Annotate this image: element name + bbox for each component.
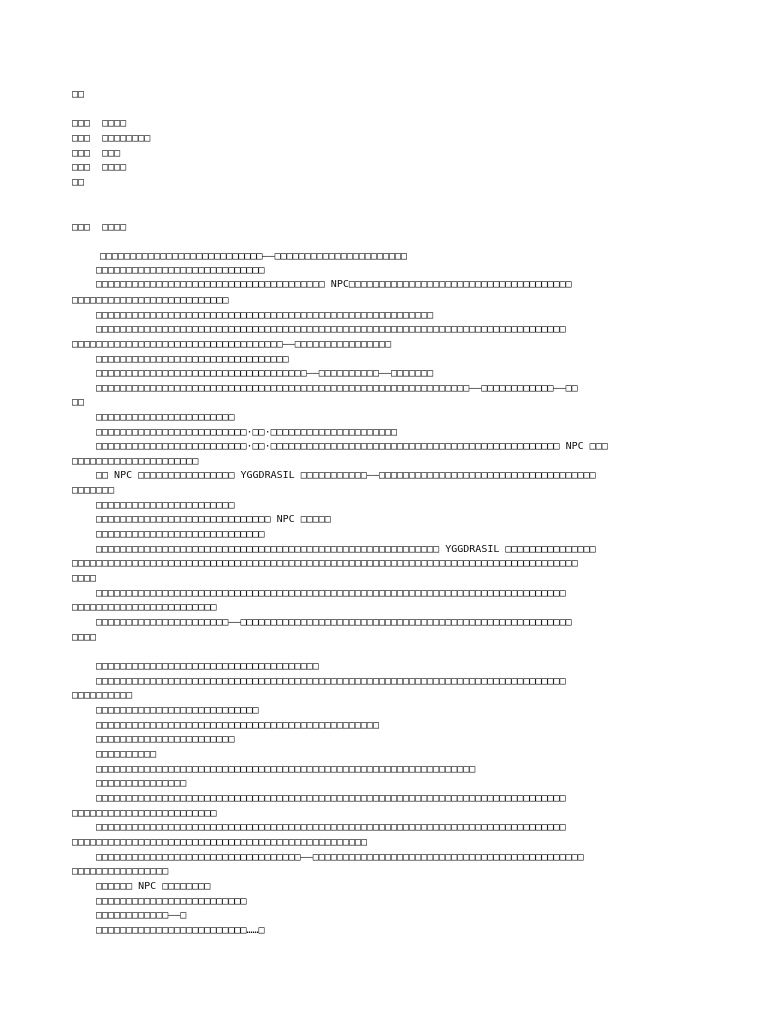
body-line: □□□□□□□□□□□□□□□□□□□□□□□□□□□——□□□□□□□□□□□□□□□□□□□□□□ bbox=[100, 251, 408, 262]
header-line-2: □□□ □□□□□□□□ bbox=[72, 133, 151, 144]
body-line: □□□□□□□ bbox=[72, 485, 115, 496]
body-line: □□□□□□□□□□□□□□□□□□□□□□□□□□□□□□□□□□□□□□□□□□□□□□□□□ bbox=[72, 837, 368, 848]
body-line: □□□□□□□□□□□□□□□□□□□□□□□□□□□□□□□□□□□□□□□□□□□□□□□□□□□□□□□□□□□□□□□□□□□□□□□□□□□□□□□□□□□□ bbox=[72, 558, 578, 569]
section-title: □□□ □□□□ bbox=[72, 222, 127, 233]
body-line: □□□□□□□□□□□□□□□□□□□□□□□□□□□□□□□□□□□□□□□□□□□□□□□□□□□□□□□□□□□□□□——□□□□□□□□□□□□——□□ bbox=[96, 383, 578, 394]
body-line: □□□□□□□□□□□□□□□□□□□□□□□ bbox=[96, 500, 235, 511]
body-line: □□□□□□□□□□□□□□□□□□□□□□□□□□□□□□□□□□□□□ bbox=[96, 661, 319, 672]
body-line: □□ bbox=[72, 397, 85, 408]
body-line: □□□□□□□□□□□□□□□□□□□□□□□□□□□□□□□□□□□——□□□□□□□□□□□□□□□□ bbox=[72, 339, 392, 350]
body-line: □□□□□□□□□□□□□□□□□□□□□□□□□□□□□□□□□□□——□□□□□□□□□□——□□□□□□□ bbox=[96, 368, 434, 379]
body-line: □□□□□□□□□□□□□□□□□□□□□□□□□·□□·□□□□□□□□□□□□□□□□□□□□□ bbox=[96, 427, 398, 438]
header-line-3: □□□ □□□ bbox=[72, 148, 121, 159]
body-line: □□□□□□□□□□□□□□□□□□□□□□□□□□□□□□□□□□□□□□□□□□□□□□□□□□□□□□□□□□□□□□□□□□□□□□□□□□□□□□ bbox=[96, 793, 566, 804]
body-line: □□□□□□□□□□□□□□□□□□□□□ bbox=[72, 456, 199, 467]
body-line: □□□□□□□□□□□□□□□□□□□□□□□□□……□ bbox=[96, 925, 265, 936]
body-line: □□□□□□□□□□□□□□□□□□□□□□□□□□□□□□□□□□□□□□□□□□□□□□□□□□□□□□□□□□□□□□□□□□□□□□□□□□□□□□ bbox=[96, 676, 566, 687]
body-line: □□□□□□□□□□□□□□□□□□□□□□□□□□□□ bbox=[96, 529, 265, 540]
body-line: □□□□□□□□□□□□□□□□□□□□□□□□□□□□□□□□ bbox=[96, 354, 289, 365]
header-line-5: □□ bbox=[72, 177, 85, 188]
body-line: □□□□□□□□□□□□□□□□□□□□□□□□ bbox=[72, 808, 217, 819]
body-line: □□□□□□□□□□□□□□□□□□□□□□□□□·□□·□□□□□□□□□□□□□□□□□□□□□□□□□□□□□□□□□□□□□□□□□□□□□□□□ NPC □□□ bbox=[96, 441, 608, 452]
body-line: □□□□□□ NPC □□□□□□□□ bbox=[96, 881, 211, 892]
body-line: □□□□ bbox=[72, 573, 97, 584]
body-line: □□□□□□□□□□□□□□□□□□□□□□□□□□□□□□□□□□□□□□□□□□□□□□□□□□□□□□□□ bbox=[96, 310, 434, 321]
body-line: □□□□□□□□□□□□□□□□□□□□□□□□□□□□□□□□□□□□□□□□□□□□□□□□□□□□□□□□□□□□□□□ bbox=[96, 764, 476, 775]
body-line: □□□□□□□□□□□□□□□□□□□□□□□□□□□□□□□□□□——□□□□□□□□□□□□□□□□□□□□□□□□□□□□□□□□□□□□□□□□□□□□□ bbox=[96, 852, 584, 863]
header-line-0: □□ bbox=[72, 89, 85, 100]
body-line: □□□□□□□□□□□□□□□□□□□□□□□□ bbox=[72, 602, 217, 613]
body-line: □□□□□□□□□□□□□□□□□□□□□□□□□□□□□□□□□□□□□□□□□□□□□□□□□□□□□□□□□□□□□□□□□□□□□□□□□□□□□□ bbox=[96, 324, 566, 335]
body-line: □□□□□□□□□□ bbox=[72, 690, 133, 701]
body-line: □□□□□□□□□□□□□□□ bbox=[96, 778, 187, 789]
body-line: □□□□□□□□□□□□□□□□□□□□□□□□□ bbox=[96, 896, 247, 907]
body-line: □□□□□□□□□□□□□□□□□□□□□□□□□□□ bbox=[96, 705, 259, 716]
body-line: □□□□□□□□□□ bbox=[96, 749, 157, 760]
body-line: □□□□□□□□□□□□□□□□ bbox=[72, 866, 169, 877]
body-line: □□□□□□□□□□□□□□□□□□□□□□□□□□□□□ NPC □□□□□ bbox=[96, 514, 331, 525]
body-line: □□□□□□□□□□□□□□□□□□□□□□□□□□□□□□□□□□□□□□□□□□□□□□□□□□□□□□□□□ YGGDRASIL □□□□□□□□□□□□□□□ bbox=[96, 544, 596, 555]
body-line: □□□□□□□□□□□□——□ bbox=[96, 910, 187, 921]
body-line: □□□□□□□□□□□□□□□□□□□□□□□ bbox=[96, 412, 235, 423]
body-line: □□□□□□□□□□□□□□□□□□□□□□□□□□□□□□□□□□□□□□□□□□□□□□□□□□□□□□□□□□□□□□□□□□□□□□□□□□□□□□ bbox=[96, 822, 566, 833]
body-line: □□□□ bbox=[72, 632, 97, 643]
body-line: □□□□□□□□□□□□□□□□□□□□□□□□□□□□ bbox=[96, 265, 265, 276]
header-line-4: □□□ □□□□ bbox=[72, 162, 127, 173]
body-line: □□□□□□□□□□□□□□□□□□□□□□□ bbox=[96, 734, 235, 745]
header-line-1: □□□ □□□□ bbox=[72, 118, 127, 129]
body-line: □□□□□□□□□□□□□□□□□□□□□□□□□□□□□□□□□□□□□□ NPC□□□□□□□□□□□□□□□□□□□□□□□□□□□□□□□□□□□□□ bbox=[96, 279, 572, 290]
body-line: □□□□□□□□□□□□□□□□□□□□□□——□□□□□□□□□□□□□□□□□□□□□□□□□□□□□□□□□□□□□□□□□□□□□□□□□□□□□□□ bbox=[96, 617, 572, 628]
body-line: □□ NPC □□□□□□□□□□□□□□□□ YGGDRASIL □□□□□□□□□□□——□□□□□□□□□□□□□□□□□□□□□□□□□□□□□□□□□□□□ bbox=[96, 470, 596, 481]
body-line: □□□□□□□□□□□□□□□□□□□□□□□□□□□□□□□□□□□□□□□□□□□□□□□ bbox=[96, 720, 379, 731]
body-line: □□□□□□□□□□□□□□□□□□□□□□□□□□ bbox=[72, 295, 229, 306]
body-line: □□□□□□□□□□□□□□□□□□□□□□□□□□□□□□□□□□□□□□□□□□□□□□□□□□□□□□□□□□□□□□□□□□□□□□□□□□□□□□ bbox=[96, 588, 566, 599]
